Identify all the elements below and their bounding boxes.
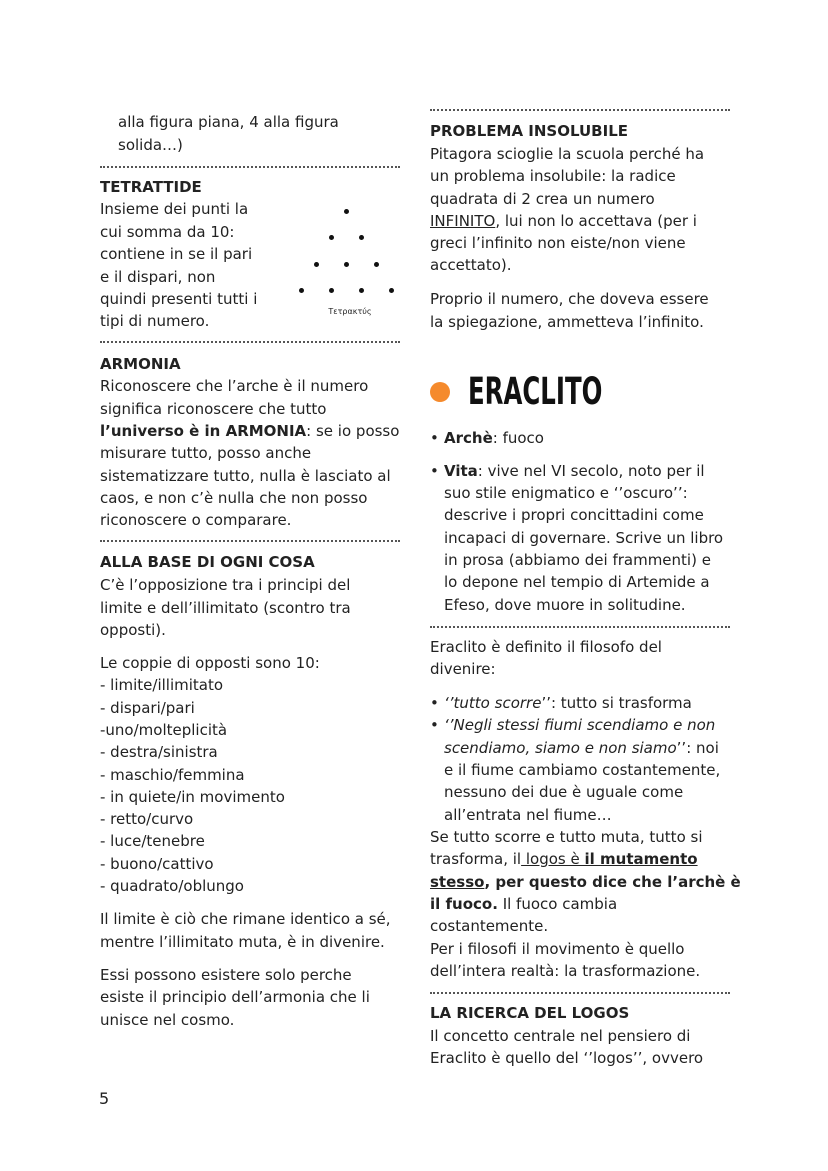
tetraktys-dot (359, 235, 364, 240)
tetraktys-dot (344, 262, 349, 267)
tetrattide-heading: TETRATTIDE (100, 178, 202, 196)
tetrattide-line: quindi presenti tutti i (100, 290, 258, 308)
base-line: esiste il principio dell’armonia che li (100, 988, 370, 1006)
quote-line (444, 737, 719, 759)
problema-line: Proprio il numero, che doveva essere (430, 290, 709, 308)
problema-rest: , lui non lo accettava (per i (495, 212, 697, 230)
intro-line-2: solida…) (118, 136, 183, 154)
bullet-icon: • (430, 462, 439, 480)
tetraktys-dot (299, 288, 304, 293)
vita-line: descrive i propri concittadini come (444, 506, 704, 524)
pair-item: - dispari/pari (100, 699, 195, 717)
tetraktys-figure (300, 200, 400, 320)
vita-line: in prosa (abbiamo dei frammenti) e (444, 551, 711, 569)
vita-line: incapaci di governare. Scrive un libro (444, 529, 724, 547)
bullet-icon: • (430, 429, 439, 447)
armonia-line: Riconoscere che l’arche è il numero (100, 377, 369, 395)
vita-first: : vive nel VI secolo, noto per il (477, 462, 705, 480)
problema-line: quadrata di 2 crea un numero (430, 190, 655, 208)
pair-item: - destra/sinistra (100, 743, 218, 761)
ricerca-line: Eraclito è quello del ‘’logos’’, ovvero (430, 1049, 704, 1067)
armonia-line: sistematizzare tutto, nulla è lasciato al (100, 467, 391, 485)
eraclito-title: ERACLITO (468, 370, 603, 413)
bullet-icon: • (430, 716, 439, 734)
logos-line (430, 893, 617, 915)
armonia-line (100, 420, 399, 442)
intro-line-1: alla figura piana, 4 alla figura (118, 113, 339, 131)
divider (100, 540, 400, 542)
pair-item: - luce/tenebre (100, 832, 205, 850)
logos-text: Il fuoco cambia (497, 895, 618, 913)
arche-value: : fuoco (492, 429, 544, 447)
tetraktys-dot (359, 288, 364, 293)
tetrattide-line: e il dispari, non (100, 268, 216, 286)
problema-line: greci l’infinito non eiste/non viene (430, 234, 686, 252)
logos-text: trasforma, il (430, 850, 522, 868)
vita-line (444, 460, 705, 482)
vita-line: lo depone nel tempio di Artemide a (444, 573, 710, 591)
base-heading: ALLA BASE DI OGNI COSA (100, 553, 315, 571)
pair-item: - maschio/femmina (100, 766, 245, 784)
quote-rest: ’’: tutto si trasforma (541, 694, 692, 712)
pair-item: - limite/illimitato (100, 676, 224, 694)
base-line: mentre l’illimitato muta, è in divenire. (100, 933, 385, 951)
base-line: C’è l’opposizione tra i principi del (100, 576, 351, 594)
ricerca-line: Il concetto centrale nel pensiero di (430, 1027, 691, 1045)
pair-item: - buono/cattivo (100, 855, 214, 873)
arche-line (444, 427, 544, 449)
pairs-intro: Le coppie di opposti sono 10: (100, 654, 320, 672)
problema-line: la spiegazione, ammetteva l’infinito. (430, 313, 704, 331)
tetraktys-dot (344, 209, 349, 214)
quote-line: nessuno dei due è uguale come (444, 783, 684, 801)
armonia-line: significa riconoscere che tutto (100, 400, 327, 418)
quote-line: e il fiume cambiamo costantemente, (444, 761, 721, 779)
logos-line: Se tutto scorre e tutto muta, tutto si (430, 828, 703, 846)
tetrattide-line: cui somma da 10: (100, 223, 235, 241)
quote-line: all’entrata nel fiume… (444, 806, 612, 824)
pair-item: - in quiete/in movimento (100, 788, 285, 806)
tetrattide-line: tipi di numero. (100, 312, 210, 330)
armonia-bold: l’universo è in ARMONIA (100, 422, 307, 440)
eraclito-title-row (430, 368, 730, 418)
base-line: unisce nel cosmo. (100, 1011, 235, 1029)
quote-line (444, 692, 692, 714)
logos-line: costantemente. (430, 917, 549, 935)
infinito-underlined: INFINITO (430, 212, 496, 230)
problema-line: Pitagora scioglie la scuola perché ha (430, 145, 705, 163)
vita-label: Vita (444, 462, 478, 480)
tetraktys-dot (329, 235, 334, 240)
page-number: 5 (99, 1089, 110, 1108)
armonia-heading: ARMONIA (100, 355, 181, 373)
divider (430, 109, 730, 111)
armonia-rest: : se io posso (306, 422, 400, 440)
logos-bold: , per questo dice che l’archè è (484, 873, 741, 891)
tetrattide-line: contiene in se il pari (100, 245, 253, 263)
armonia-line: riconoscere o comparare. (100, 511, 292, 529)
divenire-line: divenire: (430, 660, 496, 678)
vita-line: suo stile enigmatico e ‘’oscuro’’: (444, 484, 688, 502)
base-line: limite e dell’illimitato (scontro tra (100, 599, 351, 617)
problema-line: accettato). (430, 256, 512, 274)
tetraktys-dot (314, 262, 319, 267)
quote-rest: ’’: noi (676, 739, 719, 757)
logos-bold: il fuoco. (430, 895, 498, 913)
tetrattide-line: Insieme dei punti la (100, 200, 249, 218)
armonia-line: caos, e non c’è nulla che non posso (100, 489, 368, 507)
divider (100, 341, 400, 343)
logos-bold-underlined: stesso (430, 873, 485, 891)
divider (430, 626, 730, 628)
bullet-icon: • (430, 694, 439, 712)
problema-line (430, 210, 697, 232)
logos-underlined: logos è (521, 850, 585, 868)
quote-italic: ‘’tutto scorre (444, 694, 542, 712)
ricerca-heading: LA RICERCA DEL LOGOS (430, 1004, 630, 1022)
base-line: opposti). (100, 621, 166, 639)
tetraktys-dot (389, 288, 394, 293)
vita-line: Efeso, dove muore in solitudine. (444, 596, 686, 614)
tetraktys-caption: Τετρακτύς (328, 307, 372, 316)
pair-item: -uno/molteplicità (100, 721, 228, 739)
divider (100, 166, 400, 168)
orange-bullet-icon (430, 382, 450, 402)
base-line: Il limite è ciò che rimane identico a sé, (100, 910, 391, 928)
problema-line: un problema insolubile: la radice (430, 167, 676, 185)
logos-line (430, 871, 741, 893)
problema-heading: PROBLEMA INSOLUBILE (430, 122, 629, 140)
tetraktys-dot (374, 262, 379, 267)
logos-line (430, 848, 698, 870)
quote-italic: scendiamo, siamo e non siamo (444, 739, 677, 757)
logos-bold-underlined: il mutamento (584, 850, 698, 868)
pair-item: - retto/curvo (100, 810, 194, 828)
arche-label: Archè (444, 429, 493, 447)
divenire-line: Eraclito è definito il filosofo del (430, 638, 662, 656)
divider (430, 992, 730, 994)
logos-line: Per i filosofi il movimento è quello (430, 940, 685, 958)
quote-line: ‘’Negli stessi fiumi scendiamo e non (444, 716, 716, 734)
pair-item: - quadrato/oblungo (100, 877, 244, 895)
logos-line: dell’intera realtà: la trasformazione. (430, 962, 701, 980)
armonia-line: misurare tutto, posso anche (100, 444, 312, 462)
base-line: Essi possono esistere solo perche (100, 966, 352, 984)
tetraktys-dot (329, 288, 334, 293)
